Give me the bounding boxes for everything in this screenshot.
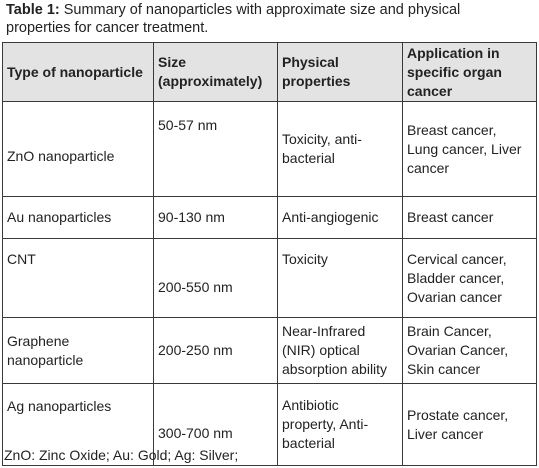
cell-physical-properties: Antibiotic property, Anti- bacterial	[278, 384, 403, 466]
table-row	[3, 102, 537, 197]
table-caption-label: Table 1:	[6, 2, 60, 18]
cell-physical-properties: Toxicity, anti- bacterial	[278, 102, 403, 197]
cell-application: Breast cancer, Lung cancer, Liver cancer	[403, 102, 537, 197]
table-caption	[6, 1, 526, 37]
table-header-row	[3, 43, 537, 102]
cell-physical-properties: Near-Infrared (NIR) optical absorption ability	[278, 318, 403, 384]
header-size: Size (approximately)	[154, 43, 278, 102]
header-application: Application in specific organ cancer	[403, 43, 537, 102]
cell-physical-properties: Anti-angiogenic	[278, 197, 403, 239]
cell-type: Graphene nanoparticle	[3, 318, 154, 384]
cell-type: Au nanoparticles	[3, 197, 154, 239]
cell-size: 50-57 nm	[154, 102, 278, 197]
cell-type: Ag nanoparticles	[3, 384, 154, 466]
cell-size: 200-250 nm	[154, 318, 278, 384]
cell-size: 200-550 nm	[154, 239, 278, 318]
table-caption-text: Summary of nanoparticles with approximate size and physical properties for cancer treatment.	[6, 2, 461, 36]
cell-type: ZnO nanoparticle	[3, 102, 154, 197]
cell-application: Breast cancer	[403, 197, 537, 239]
cell-physical-properties: Toxicity	[278, 239, 403, 318]
table-row	[3, 318, 537, 384]
table-row	[3, 197, 537, 239]
cell-application: Prostate cancer, Liver cancer	[403, 384, 537, 466]
cell-type: CNT	[3, 239, 154, 318]
cell-application: Cervical cancer, Bladder cancer, Ovarian cancer	[403, 239, 537, 318]
cell-application: Brain Cancer, Ovarian Cancer, Skin cancer	[403, 318, 537, 384]
table-row	[3, 239, 537, 318]
table-footnote: ZnO: Zinc Oxide; Au: Gold; Ag: Silver;	[4, 447, 239, 463]
nanoparticle-summary-table	[2, 42, 537, 466]
cell-size: 300-700 nm	[154, 384, 278, 466]
header-physical-properties: Physical properties	[278, 43, 403, 102]
header-type: Type of nanoparticle	[3, 43, 154, 102]
cell-size: 90-130 nm	[154, 197, 278, 239]
